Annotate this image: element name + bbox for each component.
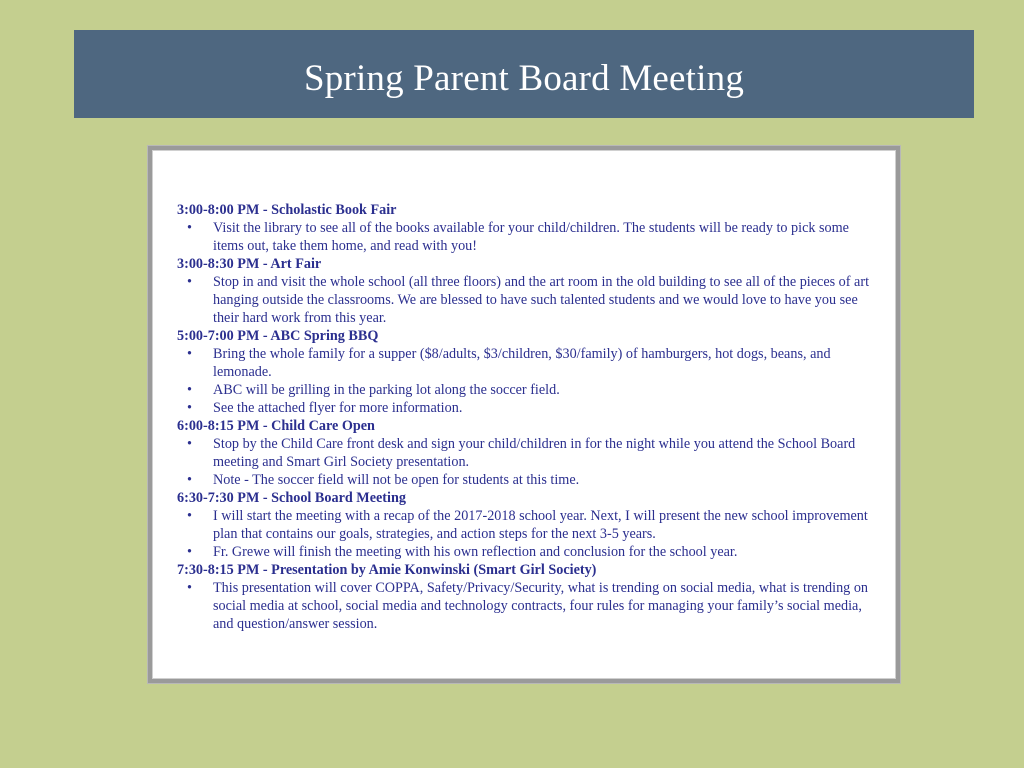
page-title: Spring Parent Board Meeting	[303, 58, 745, 99]
schedule-section-presentation	[177, 561, 877, 633]
section-heading: 7:30-8:15 PM - Presentation by Amie Konwinski (Smart Girl Society)	[177, 562, 597, 578]
bullet-text: Stop by the Child Care front desk and sign your child/children in for the night while you attend the School Board meeting and Smart Girl Society presentation.	[213, 436, 856, 470]
bullet-list	[177, 507, 877, 561]
bullet-item	[177, 579, 877, 633]
bullet-list	[177, 579, 877, 633]
bullet-item	[177, 273, 877, 327]
section-heading: 5:00-7:00 PM - ABC Spring BBQ	[177, 328, 379, 344]
bullet-icon: •	[187, 472, 192, 488]
schedule-section-art-fair	[177, 255, 877, 327]
bullet-item	[177, 381, 877, 399]
bullet-icon: •	[187, 382, 192, 398]
schedule-list	[177, 201, 877, 633]
schedule-section-board-meeting	[177, 489, 877, 561]
bullet-text: Stop in and visit the whole school (all three floors) and the art room in the old building to see all of the pieces of art hanging outside the classrooms. We are blessed to have such talented students and we would love to have you see their hard work from this year.	[213, 274, 870, 326]
bullet-text: See the attached flyer for more information.	[213, 400, 463, 416]
bullet-icon: •	[187, 274, 192, 290]
bullet-icon: •	[187, 508, 192, 524]
section-heading: 6:00-8:15 PM - Child Care Open	[177, 418, 375, 434]
section-heading: 3:00-8:00 PM - Scholastic Book Fair	[177, 202, 397, 218]
bullet-text: Note - The soccer field will not be open for students at this time.	[213, 472, 580, 488]
bullet-text: Bring the whole family for a supper ($8/adults, $3/children, $30/family) of hamburgers, hot dogs, beans, and lemonade.	[213, 346, 831, 380]
bullet-icon: •	[187, 346, 192, 362]
bullet-text: Fr. Grewe will finish the meeting with his own reflection and conclusion for the school year.	[213, 544, 738, 560]
bullet-item	[177, 399, 877, 417]
bullet-item	[177, 435, 877, 471]
bullet-icon: •	[187, 544, 192, 560]
bullet-text: ABC will be grilling in the parking lot along the soccer field.	[213, 382, 560, 398]
bullet-icon: •	[187, 436, 192, 452]
bullet-item	[177, 345, 877, 381]
bullet-list	[177, 219, 877, 255]
bullet-text: Visit the library to see all of the books available for your child/children. The students will be ready to pick some items out, take them home, and read with you!	[213, 220, 849, 254]
schedule-section-child-care	[177, 417, 877, 489]
bullet-icon: •	[187, 400, 192, 416]
bullet-list	[177, 273, 877, 327]
bullet-list	[177, 435, 877, 489]
bullet-list	[177, 345, 877, 417]
bullet-icon: •	[187, 580, 192, 596]
bullet-text: This presentation will cover COPPA, Safety/Privacy/Security, what is trending on social media, what is trending on social media at school, social media and technology contracts, four rules for managing your family’s social media, and question/answer session.	[213, 580, 869, 632]
section-heading: 6:30-7:30 PM - School Board Meeting	[177, 490, 406, 506]
bullet-item	[177, 219, 877, 255]
schedule-section-book-fair	[177, 201, 877, 255]
schedule-panel	[148, 146, 900, 683]
bullet-item	[177, 507, 877, 543]
section-heading: 3:00-8:30 PM - Art Fair	[177, 256, 322, 272]
bullet-item	[177, 543, 877, 561]
title-bar	[74, 30, 974, 118]
bullet-item	[177, 471, 877, 489]
bullet-icon: •	[187, 220, 192, 236]
schedule-section-spring-bbq	[177, 327, 877, 417]
bullet-text: I will start the meeting with a recap of the 2017-2018 school year. Next, I will present the new school improvement plan that contains our goals, strategies, and action steps for the next 3-5 years.	[213, 508, 868, 542]
